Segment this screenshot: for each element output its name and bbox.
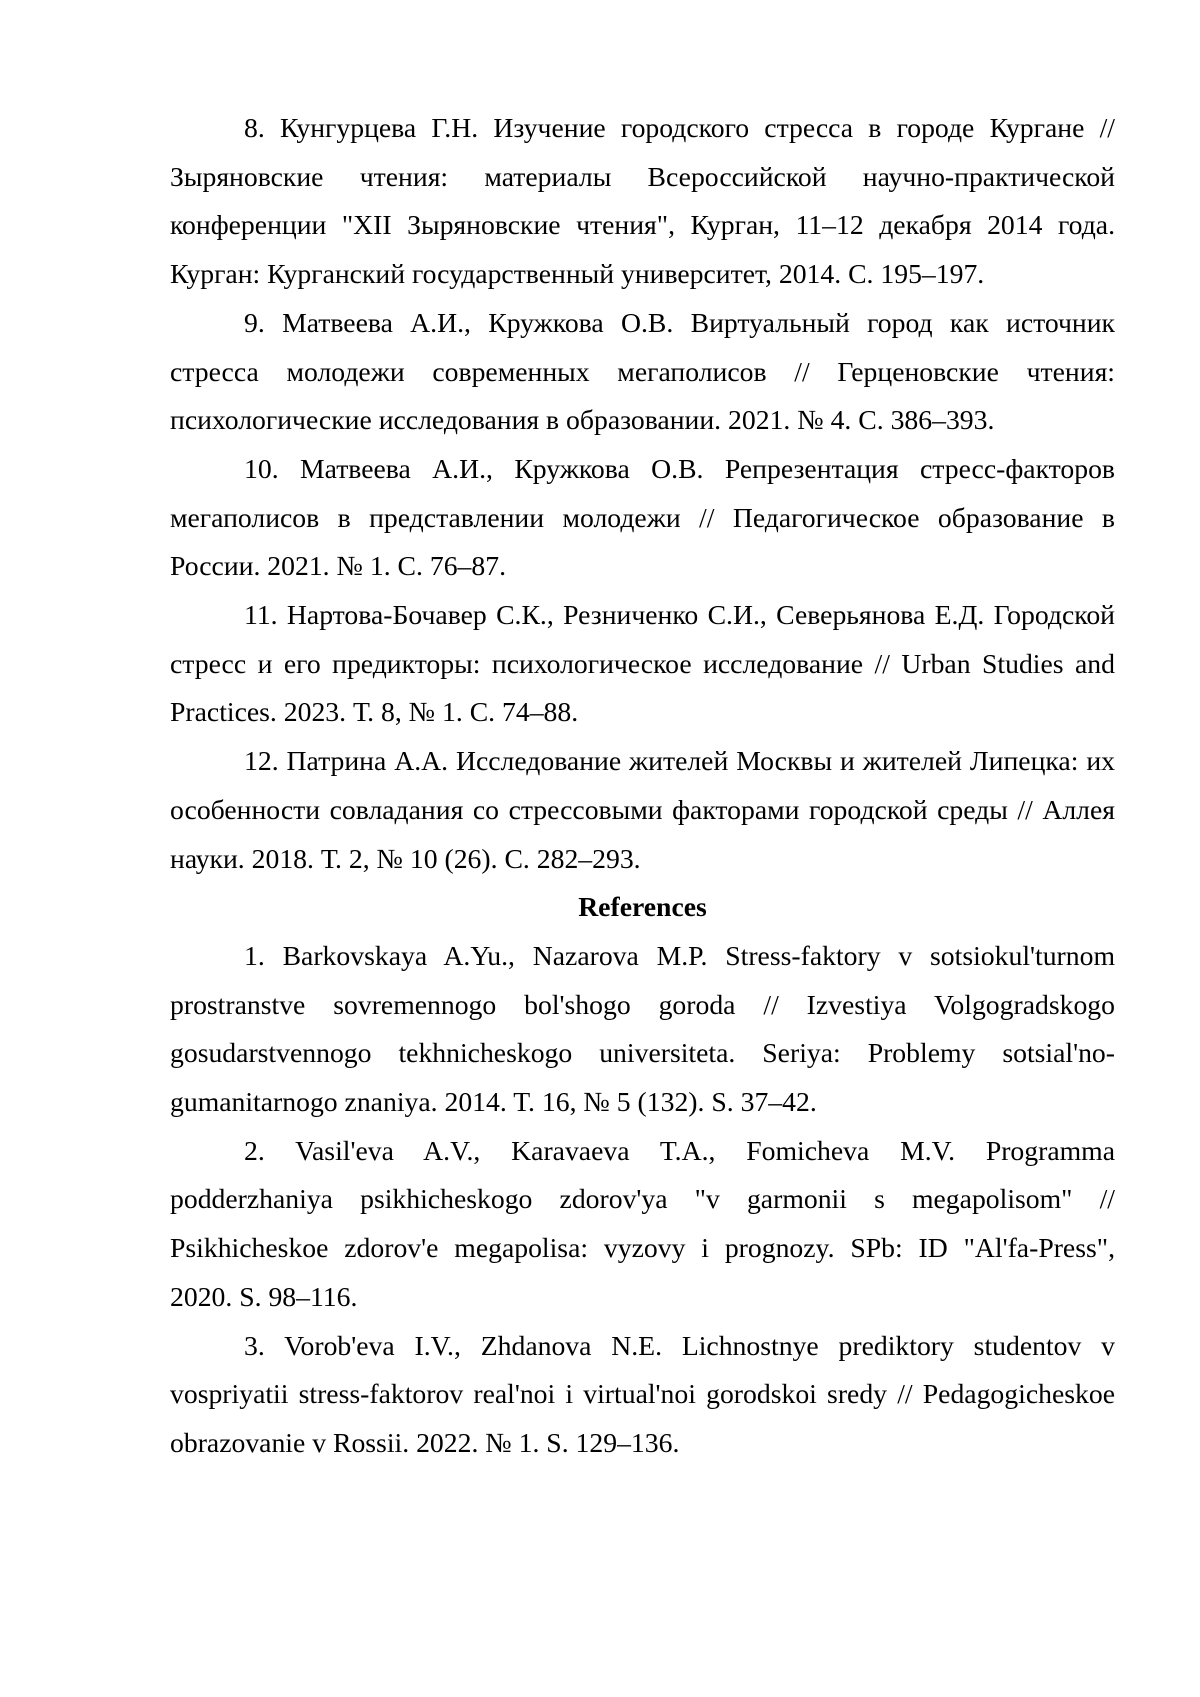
references-heading: References [578,891,707,923]
reference-line: 2020. S. 98–116. [170,1280,358,1312]
reference-line: психологические исследования в образовании. 2021. № 4. С. 386–393. [170,404,995,436]
reference-line: gumanitarnogo znaniya. 2014. T. 16, № 5 (132). S. 37–42. [170,1086,817,1118]
reference-line: 2. Vasil'eva A.V., Karavaeva T.A., Fomicheva M.V. Programma [244,1134,1115,1166]
reference-line: стресс и его предикторы: психологическое исследование // Urban Studies and [170,647,1115,679]
transliterated-references-list [170,932,1115,1468]
reference-entry-3 [170,1322,1115,1468]
reference-entry-8 [170,104,1115,299]
reference-line: 1. Barkovskaya A.Yu., Nazarova M.P. Stress-faktory v sotsiokul'turnom [244,939,1115,971]
reference-line: prostranstve sovremennogo bol'shogo goroda // Izvestiya Volgogradskogo [170,988,1115,1020]
reference-line: 12. Патрина А.А. Исследование жителей Москвы и жителей Липецка: их [244,745,1115,777]
reference-line: особенности совладания со стрессовыми факторами городской среды // Аллея [170,793,1115,825]
reference-entry-10 [170,445,1115,591]
russian-references-list [170,104,1115,883]
reference-line: 3. Vorob'eva I.V., Zhdanova N.E. Lichnostnye prediktory studentov v [244,1329,1115,1361]
reference-entry-1 [170,932,1115,1127]
reference-entry-12 [170,737,1115,883]
reference-line: конференции "XII Зыряновские чтения", Курган, 11–12 декабря 2014 года. [170,209,1115,241]
reference-line: России. 2021. № 1. С. 76–87. [170,550,506,582]
reference-entry-11 [170,591,1115,737]
reference-line: podderzhaniya psikhicheskogo zdorov'ya "v garmonii s megapolisom" // [170,1183,1115,1215]
reference-line: gosudarstvennogo tekhnicheskogo universiteta. Seriya: Problemy sotsial'no- [170,1037,1115,1069]
reference-line: Practices. 2023. Т. 8, № 1. С. 74–88. [170,696,579,728]
reference-entry-2 [170,1127,1115,1322]
reference-line: 11. Нартова-Бочавер С.К., Резниченко С.И., Северьянова Е.Д. Городской [244,599,1115,631]
reference-line: стресса молодежи современных мегаполисов // Герценовские чтения: [170,355,1115,387]
reference-line: науки. 2018. Т. 2, № 10 (26). С. 282–293. [170,842,641,874]
reference-line: Psikhicheskoe zdorov'e megapolisa: vyzovy i prognozy. SPb: ID "Al'fa-Press", [170,1232,1115,1264]
reference-line: мегаполисов в представлении молодежи // Педагогическое образование в [170,501,1115,533]
reference-line: 8. Кунгурцева Г.Н. Изучение городского стресса в городе Кургане // [244,112,1115,143]
reference-line: 10. Матвеева А.И., Кружкова О.В. Репрезентация стресс-факторов [244,452,1115,484]
reference-line: Курган: Курганский государственный университет, 2014. С. 195–197. [170,258,985,290]
reference-line: Зыряновские чтения: материалы Всероссийской научно-практической [170,160,1115,192]
reference-entry-9 [170,299,1115,445]
reference-line: 9. Матвеева А.И., Кружкова О.В. Виртуальный город как источник [244,306,1115,338]
reference-line: vospriyatii stress-faktorov real'noi i virtual'noi gorodskoi sredy // Pedagogicheskoe [170,1378,1115,1410]
reference-line: obrazovanie v Rossii. 2022. № 1. S. 129–136. [170,1426,680,1458]
